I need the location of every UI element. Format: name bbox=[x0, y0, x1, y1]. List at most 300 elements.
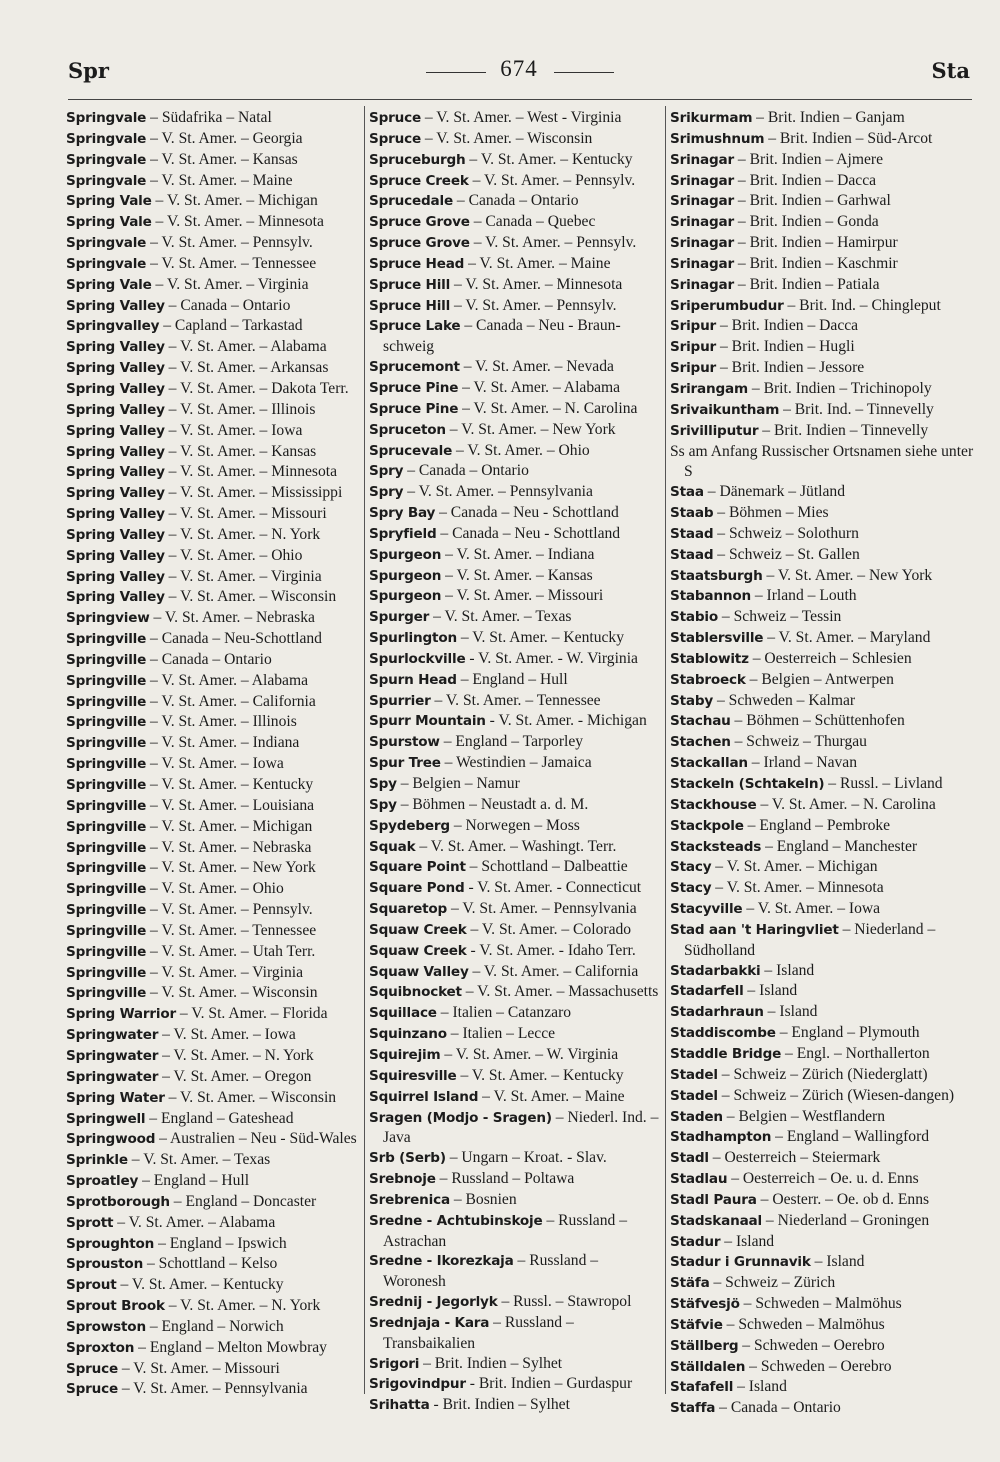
entry-location: – Dänemark – Jütland bbox=[703, 483, 846, 501]
gazetteer-entry bbox=[369, 649, 661, 670]
entry-headword: Sriperumbudur bbox=[670, 297, 784, 314]
entry-location: – Westindien – Jamaica bbox=[440, 754, 592, 772]
entry-location: – V. St. Amer. – Kentucky bbox=[146, 776, 314, 793]
gazetteer-entry bbox=[66, 608, 360, 629]
entry-location: – Belgien – Namur bbox=[396, 775, 520, 792]
entry-location: – Canada – Ontario bbox=[715, 1399, 841, 1417]
entry-location: – V. St. Amer. – N. Carolina bbox=[458, 399, 638, 417]
gazetteer-entry bbox=[369, 607, 661, 628]
entry-location: – V. St. Amer. – Virginia bbox=[164, 567, 322, 585]
entry-location: – V. St. Amer. – Iowa bbox=[742, 900, 881, 918]
entry-location: – V. St. Amer. – Virginia bbox=[146, 963, 304, 981]
entry-location: – Schweiz – Solothurn bbox=[713, 524, 859, 542]
entry-location: – V. St. Amer. – Georgia bbox=[146, 129, 303, 147]
entry-location: – Schweden – Malmöhus bbox=[722, 1315, 885, 1333]
gazetteer-entry bbox=[670, 379, 974, 400]
entry-headword: Spurlockville bbox=[369, 650, 466, 667]
entry-headword: Spruce Hill bbox=[369, 297, 451, 314]
entry-location: – V. St. Amer. – Ohio bbox=[146, 880, 284, 898]
gazetteer-entry bbox=[670, 1044, 974, 1065]
gazetteer-entry bbox=[369, 316, 661, 357]
entry-location: – V. St. Amer. – New York bbox=[445, 420, 616, 438]
entry-headword: Staden bbox=[670, 1108, 723, 1125]
gazetteer-entry bbox=[369, 233, 661, 254]
gazetteer-entry bbox=[670, 649, 974, 670]
gazetteer-entry bbox=[66, 1046, 360, 1067]
gazetteer-entry bbox=[670, 753, 974, 774]
entry-location: – Russland – Transbaikalien bbox=[383, 1313, 574, 1352]
gazetteer-entry bbox=[670, 233, 974, 254]
entry-headword: Spring Vale bbox=[66, 193, 152, 210]
entry-location: – V. St. Amer. – Washingt. Terr. bbox=[415, 837, 617, 855]
gazetteer-entry bbox=[66, 1379, 360, 1400]
entry-headword: Spruce bbox=[66, 1360, 118, 1377]
entry-headword: Stackpole bbox=[670, 817, 744, 834]
entry-headword: Spruce Pine bbox=[369, 400, 459, 417]
entry-location: – Capland – Tarkastad bbox=[159, 317, 303, 335]
gazetteer-entry bbox=[670, 1002, 974, 1023]
entry-headword: Srebrenica bbox=[369, 1191, 450, 1208]
entry-location: – Canada – Neu-Schottland bbox=[146, 630, 322, 648]
gazetteer-entry bbox=[369, 1003, 661, 1024]
entry-headword: Spruceburgh bbox=[369, 151, 466, 168]
gazetteer-entry bbox=[670, 150, 974, 171]
gazetteer-entry bbox=[66, 129, 360, 150]
gazetteer-entry bbox=[66, 1192, 360, 1213]
entry-location: – V. St. Amer. – Pennsylvania bbox=[447, 900, 637, 918]
entry-headword: Springwood bbox=[66, 1131, 156, 1148]
entry-headword: Stafafell bbox=[670, 1379, 734, 1396]
entry-headword: Spruce Hill bbox=[369, 276, 451, 293]
entry-location: – V. St. Amer. – Ohio bbox=[164, 546, 303, 564]
gazetteer-entry bbox=[369, 1169, 661, 1190]
entry-location: – Schweiz – Tessin bbox=[718, 608, 842, 626]
entry-location: – V. St. Amer. – Kansas bbox=[164, 442, 317, 460]
entry-headword: Spydeberg bbox=[369, 817, 450, 834]
header-left-keyword: Spr bbox=[68, 58, 109, 83]
entry-headword: Stabroeck bbox=[670, 671, 746, 688]
entry-headword: Square Pond bbox=[369, 880, 465, 897]
entry-headword: Sredne - Achtubinskoje bbox=[369, 1212, 543, 1229]
column-2 bbox=[369, 108, 661, 1416]
entry-headword: Springville bbox=[66, 631, 147, 648]
entry-headword: Square Point bbox=[369, 859, 466, 876]
entry-location: – Island bbox=[810, 1253, 865, 1271]
gazetteer-entry bbox=[670, 275, 974, 296]
entry-location: – Norwegen – Moss bbox=[449, 816, 580, 834]
gazetteer-entry bbox=[670, 628, 974, 649]
entry-location: – V. St. Amer. – Nebraska bbox=[149, 609, 315, 627]
entry-headword: Squirejim bbox=[369, 1046, 441, 1063]
gazetteer-entry bbox=[670, 191, 974, 212]
entry-headword: Spring Valley bbox=[66, 526, 165, 543]
column-3 bbox=[670, 108, 974, 1419]
gazetteer-entry bbox=[369, 670, 661, 691]
gazetteer-entry bbox=[670, 566, 974, 587]
entry-headword: Srikurmam bbox=[670, 110, 753, 126]
entry-headword: Squak bbox=[369, 838, 416, 855]
entry-headword: Spruce Grove bbox=[369, 214, 470, 231]
entry-headword: Stacy bbox=[670, 880, 712, 897]
gazetteer-entry bbox=[369, 941, 661, 962]
gazetteer-entry bbox=[670, 316, 974, 337]
header-rule bbox=[68, 99, 972, 100]
entry-headword: Spruce bbox=[369, 130, 421, 147]
gazetteer-entry bbox=[670, 961, 974, 982]
gazetteer-entry bbox=[66, 733, 360, 754]
entry-location: – V. St. Amer. – Utah Terr. bbox=[146, 942, 316, 960]
entry-location: – V. St. Amer. – Wisconsin bbox=[164, 588, 337, 606]
entry-headword: Stadarfell bbox=[670, 983, 744, 1000]
gazetteer-entry bbox=[670, 1127, 974, 1148]
entry-location: – Canada – Neu - Braun-schweig bbox=[383, 317, 621, 356]
gazetteer-entry bbox=[66, 650, 360, 671]
entry-location: – Niederland – Groningen bbox=[761, 1211, 930, 1229]
gazetteer-entry bbox=[369, 795, 661, 816]
entry-headword: Staatsburgh bbox=[670, 567, 763, 584]
entry-location: – Brit. Indien – Ganjam bbox=[752, 109, 905, 126]
gazetteer-entry bbox=[670, 774, 974, 795]
entry-headword: Sripur bbox=[670, 339, 717, 356]
entry-location: – V. St. Amer. – Missouri bbox=[164, 505, 327, 523]
gazetteer-entry bbox=[66, 108, 360, 129]
entry-headword: Sprucemont bbox=[369, 359, 460, 376]
gazetteer-entry bbox=[369, 212, 661, 233]
entry-headword: Springville bbox=[66, 797, 147, 814]
gazetteer-entry bbox=[369, 753, 661, 774]
entry-location: - V. St. Amer. - Idaho Terr. bbox=[466, 941, 636, 959]
gazetteer-entry bbox=[66, 379, 360, 400]
gazetteer-entry bbox=[369, 1211, 661, 1252]
entry-headword: Springville bbox=[66, 756, 147, 773]
entry-location: – V. St. Amer. – California bbox=[146, 692, 316, 710]
entry-location: – V. St. Amer. – Kentucky bbox=[456, 1066, 624, 1084]
entry-location: – Brit. Indien – Sylhet bbox=[419, 1354, 563, 1372]
entry-headword: Springvale bbox=[66, 172, 147, 189]
entry-location: – V. St. Amer. – Wisconsin bbox=[164, 1088, 337, 1106]
entry-location: – V. St. Amer. – Colorado bbox=[466, 920, 632, 938]
gazetteer-entry bbox=[369, 171, 661, 192]
entry-headword: Srinagar bbox=[670, 193, 735, 210]
gazetteer-entry bbox=[369, 378, 661, 399]
entry-location: – Schottland – Dalbeattie bbox=[465, 858, 628, 876]
entry-location: – V. St. Amer. – Alabama bbox=[113, 1213, 276, 1231]
entry-location: – V. St. Amer. – W. Virginia bbox=[440, 1045, 619, 1063]
gazetteer-entry bbox=[369, 1292, 661, 1313]
gazetteer-entry bbox=[66, 1004, 360, 1025]
gazetteer-entry bbox=[369, 1251, 661, 1292]
entry-headword: Srinagar bbox=[670, 214, 735, 231]
entry-location: – V. St. Amer. – Pennsylv. bbox=[450, 296, 617, 314]
gazetteer-entry bbox=[670, 670, 974, 691]
gazetteer-entry bbox=[670, 1065, 974, 1086]
entry-headword: Springville bbox=[66, 839, 147, 856]
entry-location: – V. St. Amer. – Kansas bbox=[441, 566, 593, 584]
entry-location: – England – Melton Mowbray bbox=[134, 1338, 327, 1356]
entry-headword: Spurn Head bbox=[369, 671, 457, 688]
gazetteer-entry bbox=[670, 795, 974, 816]
header-dash-right bbox=[554, 72, 614, 73]
entry-headword: Springville bbox=[66, 714, 147, 731]
gazetteer-entry bbox=[66, 629, 360, 650]
entry-location: – Bosnien bbox=[449, 1190, 517, 1208]
gazetteer-entry bbox=[369, 586, 661, 607]
entry-headword: Sproxton bbox=[66, 1339, 135, 1356]
entry-headword: Squaw Creek bbox=[369, 921, 467, 938]
entry-headword: Stadarhraun bbox=[670, 1004, 764, 1021]
gazetteer-entry bbox=[369, 108, 661, 129]
entry-location: – V. St. Amer. – Indiana bbox=[441, 545, 595, 563]
gazetteer-entry bbox=[670, 1086, 974, 1107]
entry-location: – England – Gateshead bbox=[145, 1109, 294, 1127]
entry-location: – V. St. Amer. – Alabama bbox=[146, 671, 309, 689]
entry-location: – V. St. Amer. – Pennsylvania bbox=[117, 1380, 308, 1398]
entry-location: – England – Doncaster bbox=[169, 1192, 317, 1210]
gazetteer-entry bbox=[66, 421, 360, 442]
entry-location: – V. St. Amer. – Indiana bbox=[146, 734, 300, 752]
gazetteer-entry bbox=[66, 671, 360, 692]
entry-location: – Italien – Lecce bbox=[446, 1025, 556, 1043]
entry-headword: Srivilliputur bbox=[670, 422, 759, 439]
entry-headword: Spurgeon bbox=[369, 567, 442, 584]
page-number: 674 bbox=[500, 56, 538, 81]
entry-headword: Springville bbox=[66, 777, 147, 793]
gazetteer-entry bbox=[670, 878, 974, 899]
entry-headword: Spurger bbox=[369, 609, 430, 626]
entry-location: – V. St. Amer. – Minnesota bbox=[711, 879, 884, 897]
entry-headword: Srigovindpur bbox=[369, 1376, 466, 1393]
page-header bbox=[68, 58, 970, 92]
entry-location: – Schweden – Oerebro bbox=[745, 1357, 892, 1375]
entry-headword: Spruceton bbox=[369, 421, 446, 438]
gazetteer-entry bbox=[369, 254, 661, 275]
gazetteer-entry bbox=[670, 899, 974, 920]
entry-headword: Spring Warrior bbox=[66, 1006, 177, 1023]
entry-headword: Spring Valley bbox=[66, 485, 165, 502]
entry-location: – V. St. Amer. – Michigan bbox=[711, 858, 878, 876]
entry-headword: Squiresville bbox=[369, 1067, 457, 1084]
entry-location: – V. St. Amer. – Arkansas bbox=[164, 359, 329, 377]
entry-headword: Springville bbox=[66, 943, 147, 960]
entry-headword: Staby bbox=[670, 692, 714, 709]
entry-headword: Spring Valley bbox=[66, 443, 165, 460]
gazetteer-entry bbox=[66, 567, 360, 588]
gazetteer-entry bbox=[66, 712, 360, 733]
gazetteer-entry bbox=[670, 1252, 974, 1273]
entry-location: – V. St. Amer. – Michigan bbox=[151, 192, 318, 210]
entry-headword: Sripur bbox=[670, 318, 717, 335]
gazetteer-entry bbox=[66, 879, 360, 900]
entry-location: – Brit. Indien – Süd-Arcot bbox=[764, 129, 933, 147]
entry-location: – Island bbox=[720, 1232, 775, 1250]
entry-location: – Schweden – Malmöhus bbox=[739, 1295, 902, 1313]
entry-headword: Srirangam bbox=[670, 380, 748, 397]
entry-location: – V. St. Amer. – Texas bbox=[429, 608, 572, 626]
gazetteer-entry bbox=[369, 150, 661, 171]
entry-headword: Stacyville bbox=[670, 901, 743, 918]
entry-location: – V. St. Amer. – Alabama bbox=[164, 338, 327, 356]
gazetteer-entry bbox=[66, 900, 360, 921]
gazetteer-entry bbox=[670, 1148, 974, 1169]
entry-location: – Irland – Navan bbox=[747, 754, 858, 772]
column-divider bbox=[665, 106, 666, 1394]
entry-location: – Oesterreich – Steiermark bbox=[708, 1149, 881, 1167]
entry-headword: Squaw Valley bbox=[369, 963, 469, 980]
gazetteer-entry bbox=[369, 503, 661, 524]
entry-location: – V. St. Amer. – Pennsylv. bbox=[146, 901, 313, 919]
entry-location: – Island bbox=[760, 961, 815, 979]
entry-headword: Stacksteads bbox=[670, 838, 762, 855]
entry-location: – Oesterr. – Oe. ob d. Enns bbox=[756, 1190, 930, 1208]
gazetteer-entry bbox=[670, 358, 974, 379]
entry-headword: Spring Valley bbox=[66, 401, 165, 418]
entry-headword: Springwell bbox=[66, 1110, 146, 1127]
entry-headword: Stadur bbox=[670, 1233, 721, 1250]
entry-location: – V. St. Amer. – Nevada bbox=[459, 358, 614, 376]
entry-headword: Spruce Head bbox=[369, 255, 465, 272]
gazetteer-entry bbox=[670, 711, 974, 732]
entry-headword: Springvale bbox=[66, 151, 147, 168]
entry-headword: Sprout Brook bbox=[66, 1298, 165, 1315]
entry-location: – Russl. – Livland bbox=[824, 775, 943, 792]
entry-location: – Canada – Quebec bbox=[469, 213, 596, 231]
entry-headword: Spurr Mountain bbox=[369, 713, 486, 730]
entry-location: – Südafrika – Natal bbox=[146, 109, 272, 126]
entry-headword: Spruce Grove bbox=[369, 235, 470, 252]
entry-headword: Spring Water bbox=[66, 1089, 165, 1106]
entry-location: – Canada – Ontario bbox=[452, 192, 579, 210]
gazetteer-entry bbox=[369, 628, 661, 649]
entry-location: – V. St. Amer. – Tennessee bbox=[146, 921, 317, 939]
gazetteer-entry bbox=[369, 1087, 661, 1108]
entry-headword: Ställdalen bbox=[670, 1358, 746, 1375]
gazetteer-entry bbox=[369, 1024, 661, 1045]
entry-location: – Brit. Indien – Hugli bbox=[716, 338, 855, 356]
gazetteer-entry bbox=[670, 691, 974, 712]
gazetteer-entry bbox=[66, 983, 360, 1004]
entry-location: – Ungarn – Kroat. - Slav. bbox=[445, 1149, 607, 1167]
entry-headword: Sprowston bbox=[66, 1318, 146, 1335]
gazetteer-entry bbox=[369, 1066, 661, 1087]
gazetteer-entry bbox=[369, 461, 661, 482]
entry-headword: Squillace bbox=[369, 1005, 437, 1022]
entry-location: Ss am Anfang Russischer Ortsnamen siehe unter S bbox=[670, 442, 974, 481]
entry-headword: Stäfa bbox=[670, 1275, 710, 1292]
entry-headword: Stackhouse bbox=[670, 796, 757, 813]
entry-headword: Stablersville bbox=[670, 630, 764, 647]
gazetteer-entry bbox=[66, 1025, 360, 1046]
entry-location: – Canada – Neu - Schottland bbox=[436, 524, 621, 542]
entry-headword: Springville bbox=[66, 922, 147, 939]
entry-headword: Sprucevale bbox=[369, 442, 453, 459]
gazetteer-entry bbox=[670, 1315, 974, 1336]
gazetteer-entry bbox=[670, 421, 974, 442]
entry-location: – V. St. Amer. – Minnesota bbox=[164, 463, 338, 481]
entry-location: – Russl. – Stawropol bbox=[497, 1293, 632, 1311]
gazetteer-entry bbox=[670, 1169, 974, 1190]
gazetteer-entry bbox=[66, 233, 360, 254]
entry-location: – V. St. Amer. – Illinois bbox=[146, 713, 297, 731]
gazetteer-entry bbox=[670, 1273, 974, 1294]
entry-location: – V. St. Amer. – Kansas bbox=[146, 150, 298, 168]
entry-headword: Sragen (Modjo - Sragen) bbox=[369, 1109, 552, 1126]
header-right-keyword: Sta bbox=[931, 58, 970, 83]
entry-location: – Canada – Ontario bbox=[164, 296, 291, 314]
entry-location: – Brit. Indien – Dacca bbox=[716, 317, 859, 335]
entry-location: – Schweiz – St. Gallen bbox=[713, 545, 860, 563]
gazetteer-entry bbox=[66, 254, 360, 275]
gazetteer-entry bbox=[66, 1317, 360, 1338]
gazetteer-entry bbox=[369, 1190, 661, 1211]
entry-location: – V. St. Amer. – N. York bbox=[164, 1297, 321, 1315]
entry-headword: Spurlington bbox=[369, 630, 457, 647]
entry-headword: Srinagar bbox=[670, 276, 735, 293]
entry-headword: Ställberg bbox=[670, 1337, 739, 1354]
gazetteer-entry bbox=[670, 254, 974, 275]
gazetteer-entry bbox=[670, 1357, 974, 1378]
gazetteer-entry bbox=[66, 296, 360, 317]
entry-headword: Stadhampton bbox=[670, 1129, 772, 1146]
gazetteer-entry bbox=[670, 586, 974, 607]
entry-headword: Sproughton bbox=[66, 1235, 155, 1252]
entry-headword: Spry bbox=[369, 463, 404, 480]
gazetteer-entry bbox=[670, 1107, 974, 1128]
gazetteer-entry bbox=[369, 920, 661, 941]
entry-location: – V. St. Amer. – Missouri bbox=[441, 587, 604, 605]
entry-location: – England – Pembroke bbox=[743, 816, 891, 834]
gazetteer-entry bbox=[66, 483, 360, 504]
gazetteer-entry bbox=[66, 275, 360, 296]
entry-headword: Springvalley bbox=[66, 318, 160, 335]
entry-headword: Srivaikuntham bbox=[670, 401, 780, 418]
entry-headword: Springwater bbox=[66, 1027, 159, 1044]
gazetteer-entry bbox=[369, 441, 661, 462]
gazetteer-entry bbox=[66, 150, 360, 171]
gazetteer-entry bbox=[369, 399, 661, 420]
entry-location: – Niederland – Südholland bbox=[684, 920, 936, 959]
entry-location: – V. St. Amer. – Minnesota bbox=[151, 213, 324, 231]
entry-location: – V. St. Amer. – Missouri bbox=[117, 1359, 280, 1377]
entry-location: – V. St. Amer. – Pennsylv. bbox=[469, 234, 637, 252]
gazetteer-entry bbox=[670, 545, 974, 566]
entry-location: – Canada – Neu - Schottland bbox=[435, 504, 619, 522]
entry-headword: Sripur bbox=[670, 360, 717, 377]
entry-location: – V. St. Amer. – New York bbox=[146, 859, 316, 877]
entry-location: – V. St. Amer. – Wisconsin bbox=[420, 129, 593, 147]
entry-location: – V. St. Amer. – Iowa bbox=[164, 421, 303, 439]
gazetteer-entry bbox=[670, 837, 974, 858]
gazetteer-entry bbox=[66, 1150, 360, 1171]
gazetteer-entry bbox=[66, 692, 360, 713]
gazetteer-entry bbox=[66, 212, 360, 233]
entry-location: – V. St. Amer. – N. York bbox=[164, 525, 321, 543]
entry-headword: Spring Valley bbox=[66, 547, 165, 564]
entry-headword: Spruce Pine bbox=[369, 379, 459, 396]
entry-location: – Italien – Catanzaro bbox=[436, 1004, 572, 1022]
entry-location: – Brit. Indien – Patiala bbox=[734, 275, 880, 293]
entry-headword: Squaretop bbox=[369, 901, 448, 918]
entry-headword: Squibnocket bbox=[369, 984, 462, 1001]
gazetteer-entry bbox=[66, 1088, 360, 1109]
entry-location: – Brit. Indien – Tinnevelly bbox=[758, 421, 929, 439]
gazetteer-entry bbox=[670, 296, 974, 317]
entry-location: – Schweden – Oerebro bbox=[738, 1336, 885, 1354]
gazetteer-entry bbox=[66, 358, 360, 379]
entry-location: – V. St. Amer. – Massachusetts bbox=[461, 983, 659, 1001]
entry-location: – Brit. Indien – Gonda bbox=[734, 213, 879, 231]
entry-headword: Staffa bbox=[670, 1400, 716, 1417]
entry-location: – Brit. Ind. – Tinnevelly bbox=[779, 400, 934, 418]
